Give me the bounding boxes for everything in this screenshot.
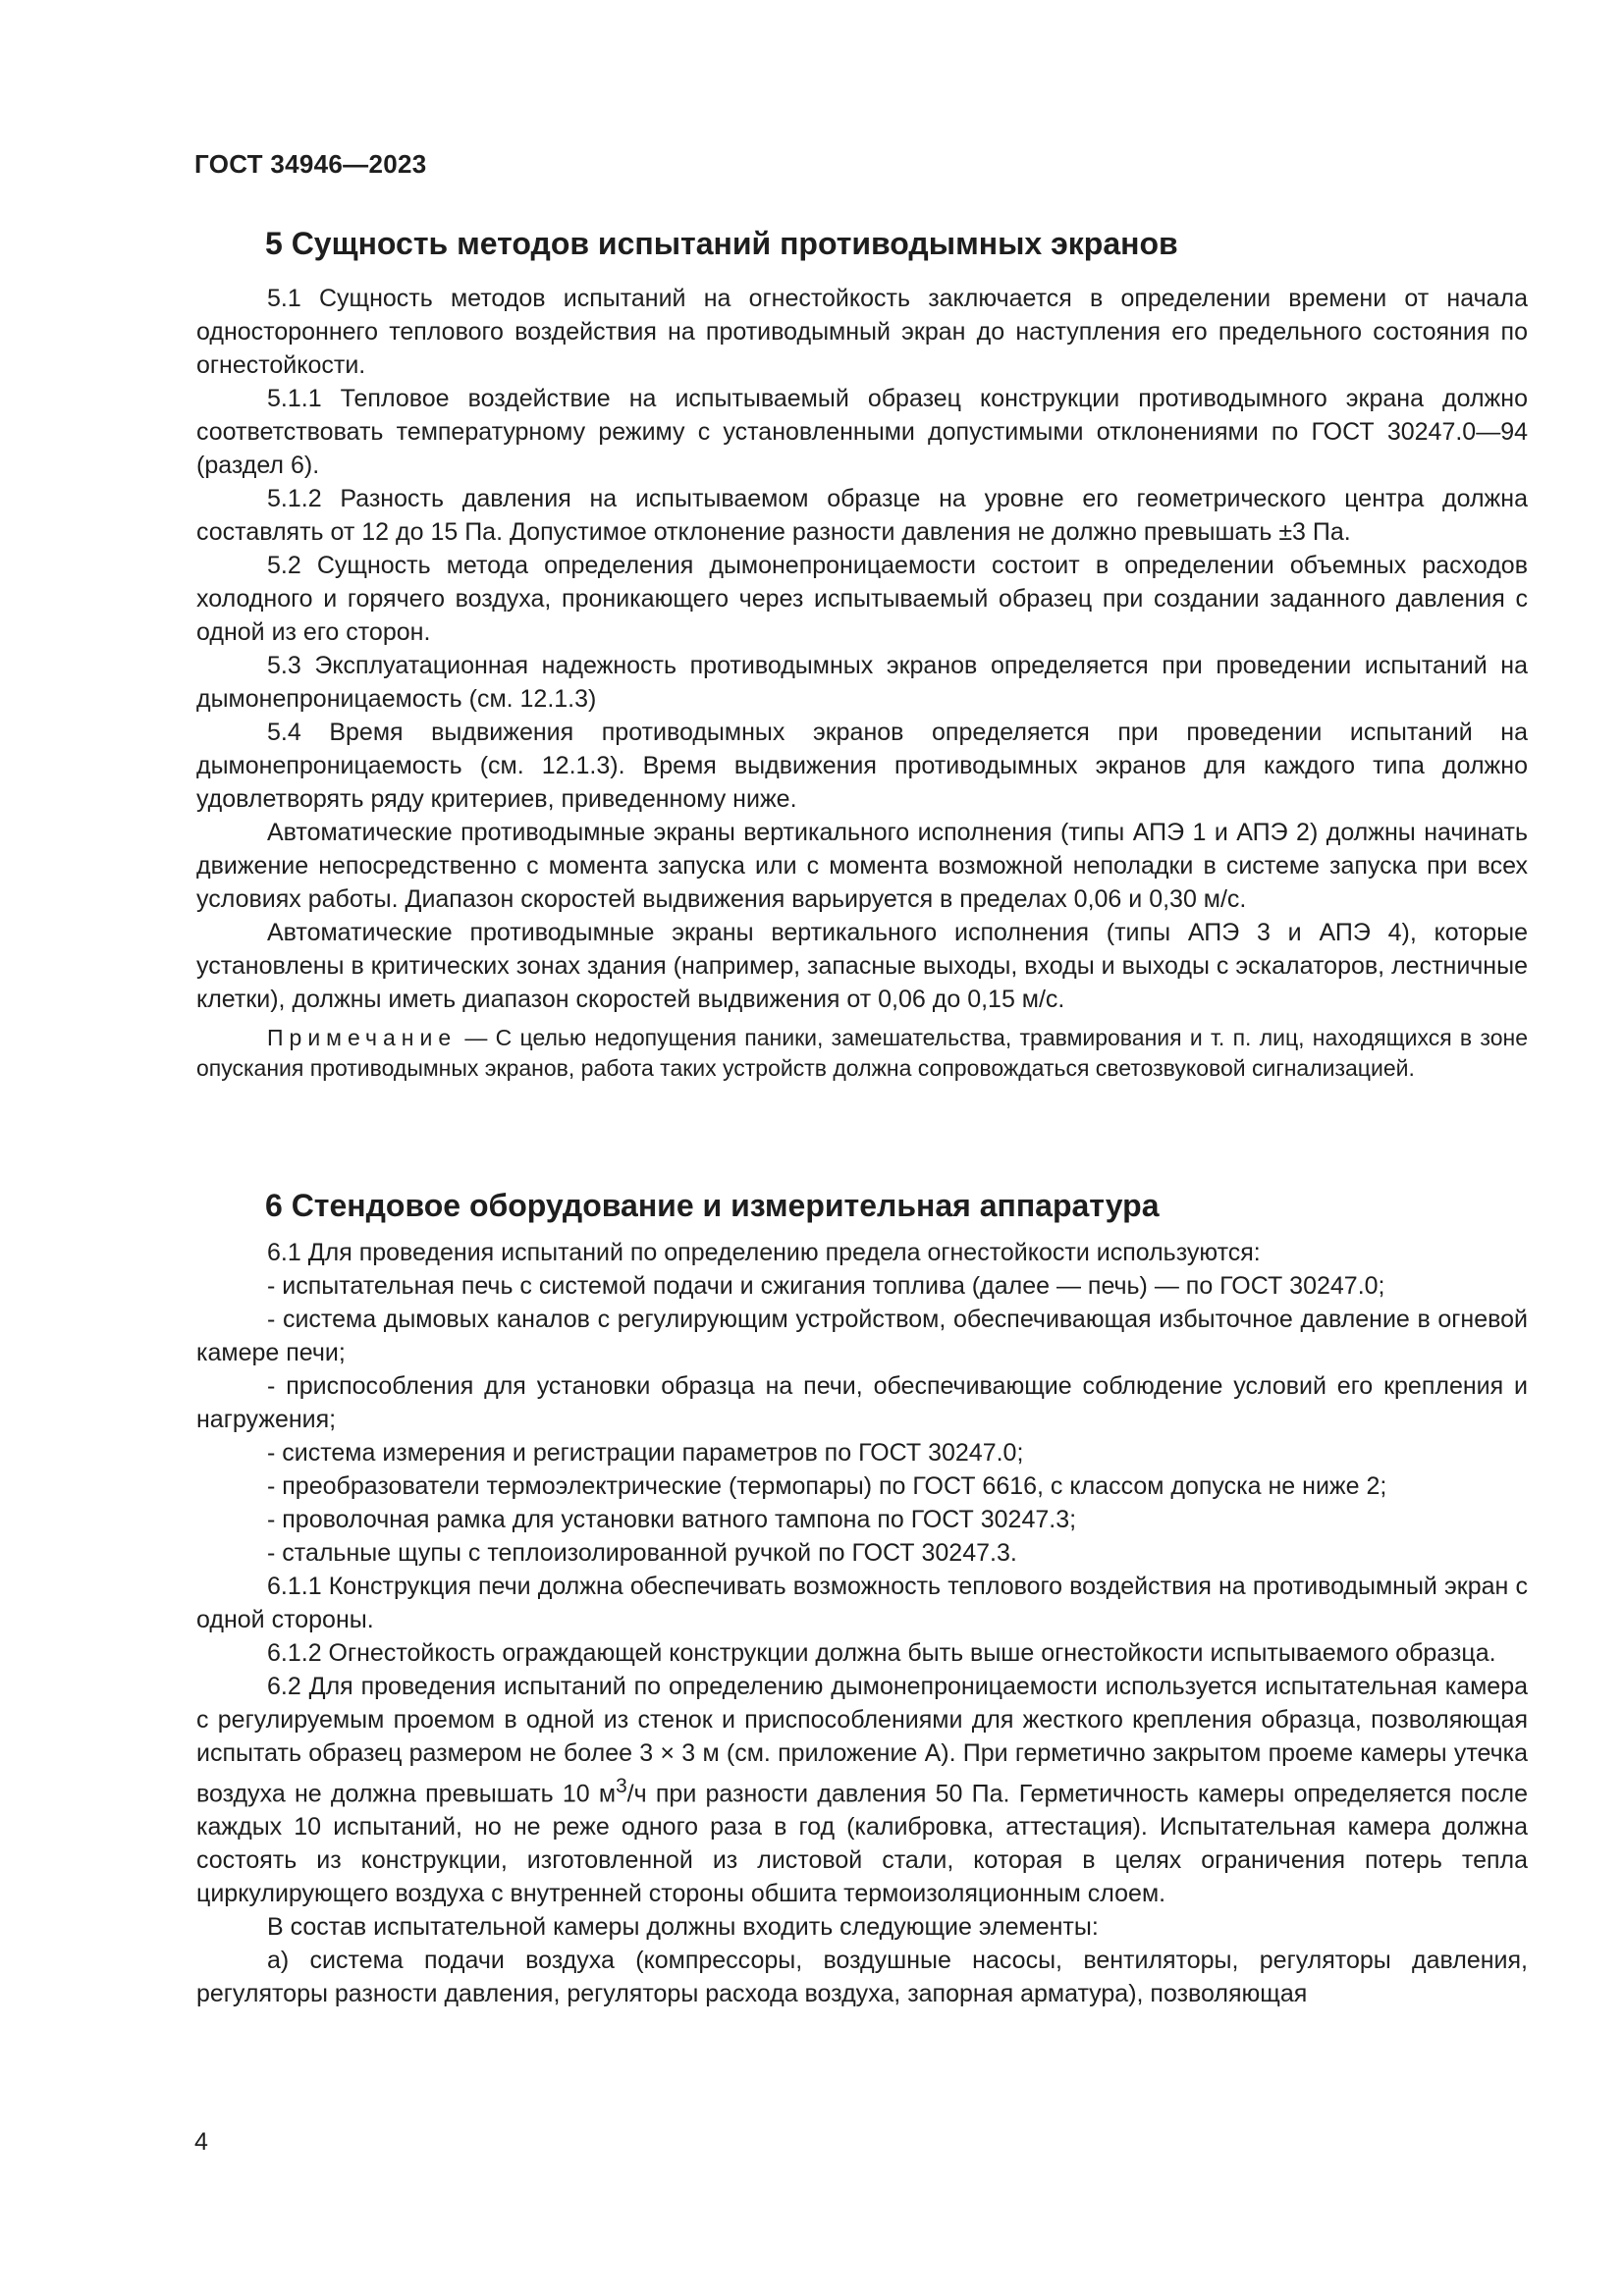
superscript-3: 3 [616,1775,627,1797]
list-item-steel-probes: - стальные щупы с теплоизолированной ручкой по ГОСТ 30247.3. [267,1539,1017,1567]
paragraph-chamber-elements: В состав испытательной камеры должны входить следующие элементы: [267,1913,1099,1942]
list-item-thermocouples: - преобразователи термоэлектрические (термопары) по ГОСТ 6616, с классом допуска не ниже 2; [267,1472,1387,1500]
section-6-title: 6 Стендовое оборудование и измерительная аппаратура [265,1188,1160,1223]
page-number: 4 [194,2128,208,2156]
paragraph-5-4: 5.4 Время выдвижения противодымных экранов определяется при проведении испытаний на дымонепроницаемость (см. 12.1.3). Время выдвижения противодымных экранов для каждого типа должно удовлетворять ряду критериев, приведенному ниже. [196,719,1528,813]
list-item-furnace: - испытательная печь с системой подачи и сжигания топлива (далее — печь) — по ГОСТ 30247.0; [267,1272,1385,1300]
note-label: Примечание [267,1025,458,1050]
paragraph-6-1: 6.1 Для проведения испытаний по определению предела огнестойкости используются: [267,1239,1261,1266]
list-item-smoke-channels: - система дымовых каналов с регулирующим устройством, обеспечивающая избыточное давление в огневой камере печи; [196,1306,1528,1366]
note-paragraph [196,1023,1528,1084]
paragraph-6-2-part-2: /ч при разности давления 50 Па. Герметичность камеры определяется после каждых 10 испытаний, но не реже одного раза в год (калибровка, аттестация). Испытательная камера должна состоять из конструкции, изготовленной из листовой стали, которая в целях ограничения потерь тепла циркулирующего воздуха с внутренней стороны обшита термоизоляционным слоем. [196,1780,1529,1908]
list-item-fixtures: - приспособления для установки образца на печи, обеспечивающие соблюдение условий его крепления и нагружения; [196,1372,1528,1433]
list-item-measurement-system: - система измерения и регистрации параметров по ГОСТ 30247.0; [267,1439,1024,1467]
paragraph-5-1-2: 5.1.2 Разность давления на испытываемом образце на уровне его геометрического центра должна составлять от 12 до 15 Па. Допустимое отклонение разности давления не должно превышать ±3 Па. [196,485,1528,546]
list-item-air-supply: а) система подачи воздуха (компрессоры, воздушные насосы, вентиляторы, регуляторы давления, регуляторы разности давления, регуляторы расхода воздуха, запорная арматура), позволяющая [196,1947,1528,2008]
paragraph-5-1-1: 5.1.1 Тепловое воздействие на испытываемый образец конструкции противодымного экрана должно соответствовать температурному режиму с установленными допустимыми отклонениями по ГОСТ 30247.0—94 (раздел 6). [196,385,1528,479]
paragraph-6-1-2: 6.1.2 Огнестойкость ограждающей конструкции должна быть выше огнестойкости испытываемого образца. [267,1639,1496,1667]
paragraph-6-2 [196,1670,1528,1910]
list-item-wire-frame: - проволочная рамка для установки ватного тампона по ГОСТ 30247.3; [267,1506,1077,1533]
paragraph-6-1-1: 6.1.1 Конструкция печи должна обеспечивать возможность теплового воздействия на противодымный экран с одной стороны. [196,1573,1528,1633]
note-text: — С целью недопущения паники, замешательства, травмирования и т. п. лиц, находящихся в зоне опускания противодымных экранов, работа таких устройств должна сопровождаться светозвуковой сигнализацией. [196,1025,1528,1081]
document-code: ГОСТ 34946—2023 [194,149,427,179]
paragraph-5-3: 5.3 Эксплуатационная надежность противодымных экранов определяется при проведении испытаний на дымонепроницаемость (см. 12.1.3) [196,652,1528,713]
paragraph-6-2-part-1: 6.2 Для проведения испытаний по определению дымонепроницаемости используется испытательная камера с регулируемым проемом в одной из стенок и приспособлениями для жесткого крепления образца, позволяющая испытать образец размером не более 3 × 3 м (см. приложение А). При герметично закрытом проеме камеры утечка воздуха не должна превышать 10 м [196,1673,1528,1808]
paragraph-ape-3-4: Автоматические противодымные экраны вертикального исполнения (типы АПЭ 3 и АПЭ 4), которые установлены в критических зонах здания (например, запасные выходы, входы и выходы с эскалаторов, лестничные клетки), должны иметь диапазон скоростей выдвижения от 0,06 до 0,15 м/с. [196,919,1528,1013]
paragraph-5-2: 5.2 Сущность метода определения дымонепроницаемости состоит в определении объемных расходов холодного и горячего воздуха, проникающего через испытываемый образец при создании заданного давления с одной из его сторон. [196,552,1528,646]
section-5-title: 5 Сущность методов испытаний противодымных экранов [265,226,1178,261]
section-5-body [196,282,1528,1088]
paragraph-ape-1-2: Автоматические противодымные экраны вертикального исполнения (типы АПЭ 1 и АПЭ 2) должны начинать движение непосредственно с момента запуска или с момента возможной неполадки в системе запуска при всех условиях работы. Диапазон скоростей выдвижения варьируется в пределах 0,06 и 0,30 м/с. [196,819,1528,913]
section-6-body [196,1236,1528,2010]
paragraph-5-1: 5.1 Сущность методов испытаний на огнестойкость заключается в определении времени от начала одностороннего теплового воздействия на противодымный экран до наступления его предельного состояния по огнестойкости. [196,285,1528,379]
